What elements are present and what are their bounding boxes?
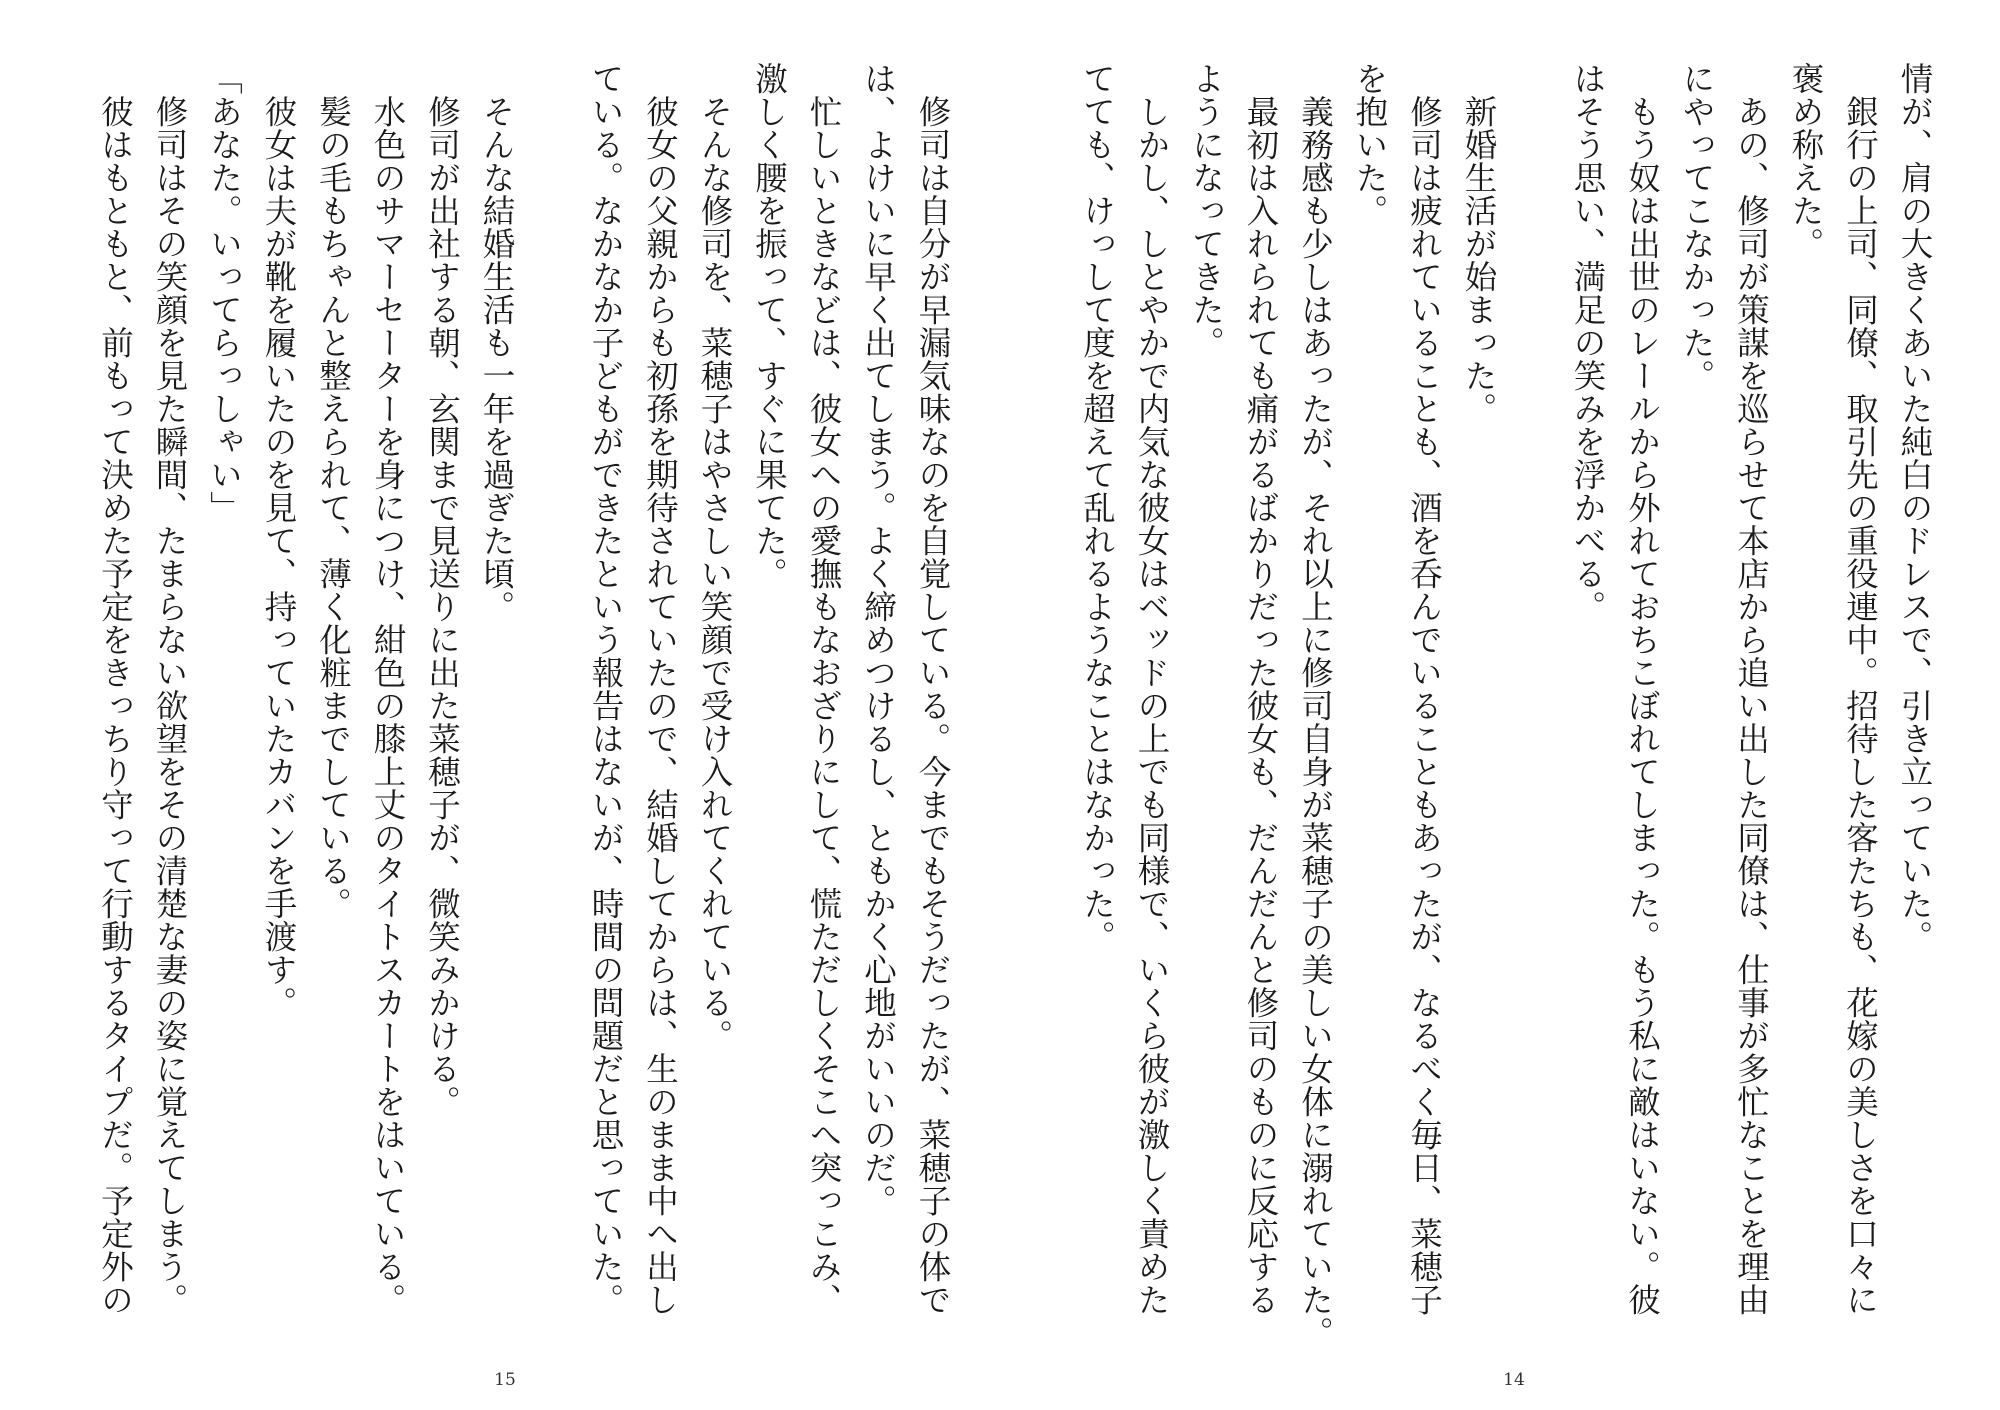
text-column: 修司はその笑顔を見た瞬間、たまらない欲望をその清楚な妻の姿に覚えてしまう。 (151, 62, 189, 1316)
text-column: 修司は自分が早漏気味なのを自覚している。今までもそうだったが、菜穂子の体で (914, 62, 952, 1316)
text-column: 「あなた。いってらっしゃい」 (205, 62, 244, 524)
text-column: そんな修司を、菜穂子はやさしい笑顔で受け入れてくれている。 (696, 62, 734, 1052)
scene-break (524, 62, 579, 1362)
text-column: にやってこなかった。 (1678, 62, 1716, 392)
text-column: ようになってきた。 (1187, 62, 1226, 359)
text-column: 銀行の上司、同僚、取引先の重役連中。招待した客たちも、花嫁の美しさを口々に (1841, 62, 1880, 1316)
text-column: 最初は入れられても痛がるばかりだった彼女も、だんだんと修司のものに反応する (1242, 62, 1280, 1316)
text-column: そんな結婚生活も一年を過ぎた頃。 (478, 62, 516, 623)
text-column: てても、けっして度を超えて乱れるようなことはなかった。 (1078, 62, 1117, 953)
text-column: はそう思い、満足の笑みを浮かべる。 (1569, 62, 1607, 623)
scene-break (1506, 62, 1561, 1362)
text-column: 激しく腰を振って、すぐに果てた。 (750, 62, 789, 590)
text-column: あの、修司が策謀を巡らせて本店から追い出した同僚は、仕事が多忙なことを理由 (1732, 62, 1771, 1316)
text-column: を抱いた。 (1351, 62, 1389, 227)
right-page (1000, 0, 2000, 1410)
right-page-text (1070, 62, 1942, 1362)
text-column: 彼女は夫が靴を履いたのを見て、持っていたカバンを手渡す。 (260, 62, 298, 1019)
text-column: 水色のサマーセーターを身につけ、紺色の膝上丈のタイトスカートをはいている。 (369, 62, 407, 1316)
left-page-text (88, 62, 960, 1362)
text-column: もう奴は出世のレールから外れておちこぼれてしまった。もう私に敵はいない。彼 (1623, 62, 1662, 1316)
text-column: 彼女の父親からも初孫を期待されていたので、結婚してからは、生のまま中へ出し (641, 62, 680, 1316)
text-column: 彼はもともと、前もって決めた予定をきっちり守って行動するタイプだ。予定外の (96, 62, 135, 1316)
page-number: 14 (1503, 1370, 1525, 1390)
text-column: 新婚生活が始まった。 (1460, 62, 1498, 425)
text-column: 髪の毛もちゃんと整えられて、薄く化粧までしている。 (314, 62, 353, 920)
text-column: 情が、肩の大きくあいた純白のドレスで、引き立っていた。 (1896, 62, 1934, 953)
text-column: 忙しいときなどは、彼女への愛撫もなおざりにして、慌ただしくそこへ突っこみ、 (805, 62, 843, 1316)
text-column: ている。なかなか子どもができたという報告はないが、時間の問題だと思っていた。 (587, 62, 625, 1316)
text-column: 修司が出社する朝、玄関まで見送りに出た菜穂子が、微笑みかける。 (423, 62, 462, 1118)
text-column: 義務感も少しはあったが、それ以上に修司自身が菜穂子の美しい女体に溺れていた。 (1296, 62, 1335, 1349)
text-column: しかし、しとやかで内気な彼女はベッドの上でも同様で、いくら彼が激しく責めた (1133, 62, 1171, 1316)
text-column: は、よけいに早く出てしまう。よく締めつけるし、ともかく心地がいいのだ。 (859, 62, 898, 1217)
text-column: 修司は疲れていることも、酒を呑んでいることもあったが、なるべく毎日、菜穂子 (1405, 62, 1444, 1316)
page-number: 15 (494, 1370, 516, 1390)
text-column: 褒め称えた。 (1787, 62, 1825, 260)
